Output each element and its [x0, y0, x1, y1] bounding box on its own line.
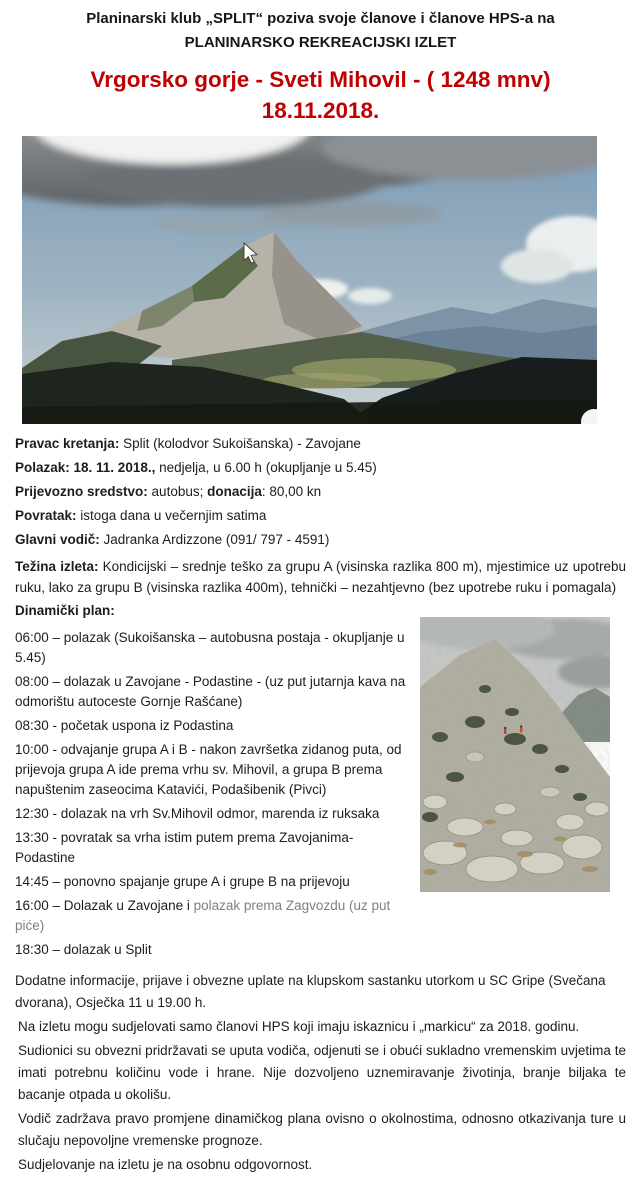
info-difficulty: Težina izleta: Kondicijski – srednje teško za grupu A (visinska razlika 800 m), mjestimice uz upotrebu ruku, lako za grupu B (visinska razlika 400m), tehnički – nezahtjevno (bez upotrebe ruku i pomagala) [15, 559, 626, 595]
mountain-panorama-art [22, 136, 597, 424]
note-responsibility: Sudjelovanje na izletu je na osobnu odgovornost. [18, 1157, 313, 1172]
trip-date: 18.11.2018. [261, 98, 380, 123]
note-membership: Na izletu mogu sudjelovati samo članovi HPS koji imaju iskaznicu i „markicu“ za 2018. godinu. [18, 1019, 580, 1034]
intro-line-1: Planinarski klub „SPLIT“ poziva svoje članove i članove HPS-a na [86, 10, 555, 27]
info-route: Pravac kretanja: Split (kolodvor Sukoišanska) - Zavojane [15, 436, 361, 451]
trip-info [15, 436, 626, 598]
plan-item: 16:00 – Dolazak u Zavojane i polazak prema Zagvozdu (uz put piće) [15, 898, 391, 933]
plan-title: Dinamički plan: [15, 603, 115, 618]
plan-items [15, 628, 413, 964]
info-guide: Glavni vodič: Jadranka Ardizzone (091/ 797 - 4591) [15, 532, 330, 547]
footer-notes [15, 970, 626, 1176]
trip-title: Vrgorsko gorje - Sveti Mihovil - ( 1248 mnv) [90, 67, 551, 92]
dynamic-plan [15, 602, 626, 964]
plan-item: 10:00 - odvajanje grupa A i B - nakon završetka zidanog puta, od prijevoja grupa A ide prema vrhu sv. Mihovil, a grupa B prema napuštenim zaseocima Katavići, Podašibenik (Pivci) [15, 742, 402, 797]
info-transport: Prijevozno sredstvo: autobus; donacija: 80,00 kn [15, 484, 322, 499]
plan-item: 06:00 – polazak (Sukoišanska – autobusna postaja - okupljanje u 5.45) [15, 630, 405, 665]
note-rules: Sudionici su obvezni pridržavati se uputa vodiča, odjenuti se i obući sukladno vremenskim uvjetima te imati potrebnu količinu vode i hrane. Nije dozvoljeno uznemiravanje životinja, branje biljaka te bacanje otpada u okolišu. [18, 1043, 626, 1102]
intro-line-2: PLANINARSKO REKREACIJSKI IZLET [184, 34, 457, 51]
note-guide-rights: Vodič zadržava pravo promjene dinamičkog plana ovisno o okolnostima, odnosno otkazivanja ture u slučaju nepovoljne vremenske prognoze. [18, 1111, 626, 1148]
plan-item: 08:00 – dolazak u Zavojane - Podastine - (uz put jutarnja kava na odmorištu autoceste Gornje Rašćane) [15, 674, 406, 709]
plan-item: 13:30 - povratak sa vrha istim putem prema Zavojanima-Podastine [15, 830, 354, 865]
rocky-ridge-photo [420, 617, 610, 892]
plan-item: 12:30 - dolazak na vrh Sv.Mihovil odmor, marenda iz ruksaka [15, 806, 380, 821]
info-return: Povratak: istoga dana u večernjim satima [15, 508, 267, 523]
mountain-panorama-photo [22, 136, 597, 424]
info-departure: Polazak: 18. 11. 2018., nedjelja, u 6.00 h (okupljanje u 5.45) [15, 460, 377, 475]
plan-item: 14:45 – ponovno spajanje grupe A i grupe B na prijevoju [15, 874, 350, 889]
note-additional-info: Dodatne informacije, prijave i obvezne uplate na klupskom sastanku utorkom u SC Gripe (Svečana dvorana), Osječka 11 u 19.00 h. [15, 973, 606, 1010]
plan-item: 18:30 – dolazak u Split [15, 942, 152, 957]
plan-item: 08:30 - početak uspona iz Podastina [15, 718, 234, 733]
rocky-ridge-art [420, 617, 610, 892]
